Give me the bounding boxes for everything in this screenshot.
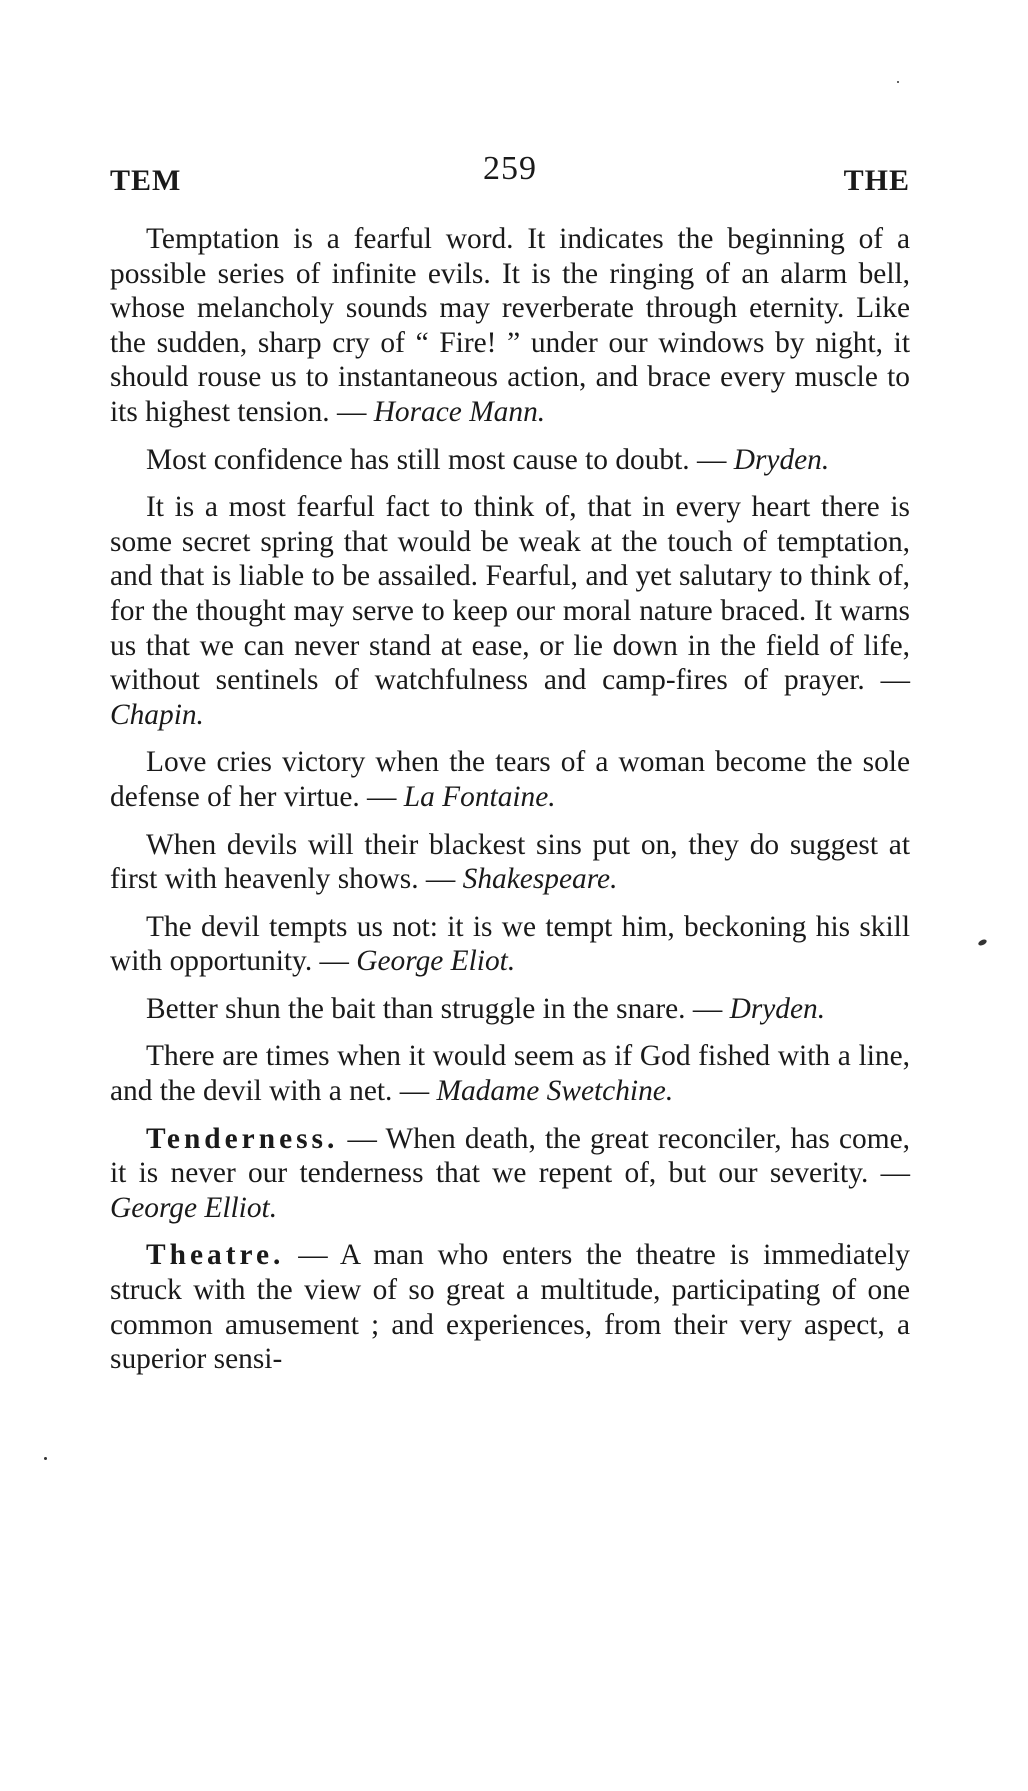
quote-author: Madame Swetchine. (436, 1075, 674, 1108)
quote-author: Dryden. (733, 443, 830, 476)
quote-paragraph (110, 490, 910, 732)
quote-author: Chapin. (110, 698, 204, 731)
quote-author: Horace Mann. (373, 395, 546, 428)
quote-text: There are times when it would seem as if God fished with a line, and the devil with a net. — (110, 1040, 910, 1108)
ink-speck (897, 81, 899, 83)
header-right-guide-word: THE (843, 164, 910, 197)
quote-text: It is a most fearful fact to think of, that in every heart there is some secret spring that would be weak at the touch of temptation, and that is liable to be assailed. Fearful, and yet salutary to think of, for the thought may serve to keep our moral nature braced. It warns us that we can never stand at ease, or lie down in the field of life, without sentinels of watchfulness and camp-fires of prayer. — (110, 491, 910, 697)
quote-paragraph (110, 1039, 910, 1108)
ink-speck (44, 1457, 47, 1460)
quote-author: Dryden. (729, 992, 826, 1025)
quote-author: George Elliot. (110, 1191, 278, 1224)
page-body (110, 222, 910, 1390)
quote-text: — When death, the great reconciler, has come, it is never our tenderness that we repent of, but our severity. — (110, 1122, 910, 1190)
quote-paragraph (110, 910, 910, 979)
header-left-guide-word: TEM (110, 164, 182, 197)
quote-text: Love cries victory when the tears of a woman become the sole defense of her virtue. — (110, 746, 910, 813)
quote-author: Shakespeare. (462, 863, 618, 896)
quote-paragraph (110, 443, 910, 478)
quote-text: The devil tempts us not: it is we tempt him, beckoning his skill with opportunity. — (110, 910, 910, 978)
running-header (110, 150, 910, 200)
topic-paragraph-theatre (110, 1238, 910, 1376)
quote-paragraph (110, 745, 910, 814)
quote-text: — A man who enters the theatre is immediately struck with the view of so great a multitude, participating of one common amusement ; and experiences, from their very aspect, a superior sensi- (110, 1239, 910, 1376)
quote-text: Temptation is a fearful word. It indicates the beginning of a possible series of infinite evils. It is the ringing of an alarm bell, whose melancholy sounds may reverberate through eternity. Like the sudden, sharp cry of “ Fire! ” under our windows by night, it should rouse us to instantaneous action, and brace every muscle to its highest tension. — (110, 223, 910, 428)
quote-author: La Fontaine. (403, 780, 556, 813)
quote-paragraph (110, 222, 910, 430)
quote-text: Better shun the bait than struggle in the snare. — (146, 992, 730, 1025)
quote-author: George Eliot. (356, 945, 516, 978)
quote-paragraph (110, 992, 910, 1027)
page-number: 259 (483, 150, 537, 187)
ink-speck (977, 938, 987, 946)
quote-text: Most confidence has still most cause to doubt. — (146, 443, 734, 476)
quote-text: When devils will their blackest sins put on, they do suggest at first with heavenly shows. — (110, 828, 910, 896)
topic-paragraph-tenderness (110, 1122, 910, 1226)
topic-heading: Tenderness. (146, 1122, 339, 1155)
quote-paragraph (110, 828, 910, 897)
topic-heading: Theatre. (146, 1239, 285, 1272)
